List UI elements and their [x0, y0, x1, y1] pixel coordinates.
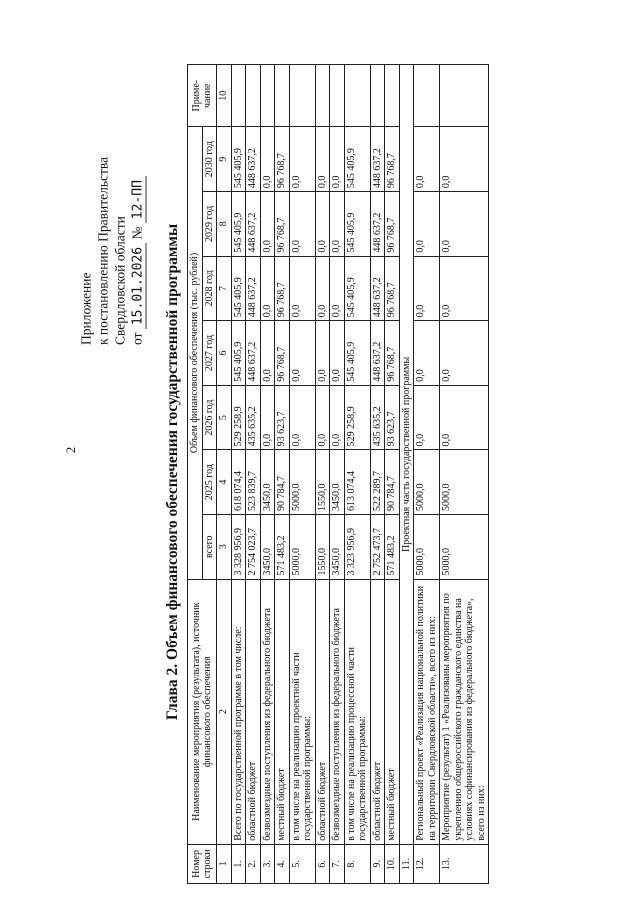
value-year: 523 839,7	[246, 450, 261, 515]
value-total: 3 328 956,9	[231, 514, 246, 579]
row-number: 11.	[399, 844, 414, 883]
row-name: Региональный проект «Реализация национальной политики на территории Свердловской области», всего из них:	[414, 579, 440, 844]
note-cell	[275, 65, 290, 127]
value-year: 522 289,7	[370, 450, 385, 515]
value-total: 1550,0	[315, 514, 330, 579]
value-total: 2 752 473,7	[370, 514, 385, 579]
column-number: 7	[217, 256, 232, 321]
value-year: 96 768,7	[385, 192, 400, 257]
value-year: 0,0	[440, 127, 489, 192]
row-name: областной бюджет	[315, 579, 330, 844]
row-number: 2.	[246, 844, 261, 883]
header-row-number: Номер строки	[188, 844, 217, 883]
value-year: 3450,0	[260, 450, 275, 515]
column-number: 4	[217, 450, 232, 515]
header-year: 2026 год	[202, 385, 217, 450]
value-year: 448 637,2	[370, 127, 385, 192]
value-total: 2 754 023,7	[246, 514, 261, 579]
column-number: 10	[217, 65, 232, 127]
value-total: 5000,0	[440, 514, 489, 579]
appendix-header	[78, 115, 147, 345]
value-year: 0,0	[260, 192, 275, 257]
value-year: 545 405,9	[344, 127, 370, 192]
value-year: 545 405,9	[344, 321, 370, 386]
table-row	[440, 65, 489, 884]
row-name: в том числе на реализацию проектной части государственной программы:	[289, 579, 315, 844]
resolution-date: 15.01.2026	[131, 243, 147, 329]
value-year: 0,0	[289, 192, 315, 257]
value-year: 529 258,9	[231, 385, 246, 450]
value-year: 5000,0	[414, 450, 440, 515]
table-row	[260, 65, 275, 884]
header-year: 2025 год	[202, 450, 217, 515]
header-year: 2030 год	[202, 127, 217, 192]
table-row	[275, 65, 290, 884]
value-year: 448 637,2	[246, 256, 261, 321]
column-number: 5	[217, 385, 232, 450]
region-name: Свердловской области	[112, 216, 128, 345]
value-total: 3 323 956,9	[344, 514, 370, 579]
value-year: 448 637,2	[246, 192, 261, 257]
row-number: 1.	[231, 844, 246, 883]
value-year: 0,0	[289, 256, 315, 321]
value-year: 448 637,2	[370, 321, 385, 386]
table-row	[385, 65, 400, 884]
note-cell	[315, 65, 330, 127]
value-year: 96 768,7	[385, 127, 400, 192]
value-total: 5000,0	[414, 514, 440, 579]
column-number: 2	[217, 579, 232, 844]
value-year: 93 623,7	[385, 385, 400, 450]
value-year: 0,0	[315, 321, 330, 386]
row-name: безвозмездные поступления из федерального бюджета	[260, 579, 275, 844]
row-number: 9.	[370, 844, 385, 883]
value-year: 0,0	[289, 385, 315, 450]
row-name: безвозмездные поступления из федерального бюджета	[330, 579, 345, 844]
value-year: 0,0	[289, 321, 315, 386]
value-year: 0,0	[330, 256, 345, 321]
value-year: 0,0	[440, 256, 489, 321]
value-year: 96 768,7	[385, 256, 400, 321]
value-total: 571 483,2	[275, 514, 290, 579]
value-year: 0,0	[260, 385, 275, 450]
value-year: 545 405,9	[344, 256, 370, 321]
table-body	[231, 65, 489, 884]
number-label: №	[129, 226, 145, 240]
table-container	[187, 64, 640, 879]
row-number: 7.	[330, 844, 345, 883]
value-year: 0,0	[414, 127, 440, 192]
row-number: 12.	[414, 844, 440, 883]
note-cell	[231, 65, 246, 127]
row-number: 8.	[344, 844, 370, 883]
from-label: от	[129, 332, 145, 345]
value-year: 5000,0	[289, 450, 315, 515]
resolution-number: 12-ПП	[131, 176, 147, 223]
value-year: 448 637,2	[370, 256, 385, 321]
value-year: 0,0	[414, 385, 440, 450]
financing-table	[187, 64, 489, 884]
value-total: 5000,0	[289, 514, 315, 579]
row-name: областной бюджет	[370, 579, 385, 844]
note-cell	[385, 65, 400, 127]
value-total: 3450,0	[330, 514, 345, 579]
chapter-title: Глава 2. Объем финансового обеспечения государственной программы	[164, 223, 181, 721]
header-volume: Объем финансового обеспечения (тыс. рублей)	[188, 127, 203, 579]
note-cell	[370, 65, 385, 127]
value-year: 96 768,7	[275, 256, 290, 321]
value-year: 96 768,7	[385, 321, 400, 386]
row-number: 10.	[385, 844, 400, 883]
header-name: Наименование мероприятия (результата), источник финансового обеспечения	[188, 579, 217, 844]
value-year: 1550,0	[315, 450, 330, 515]
table-row	[231, 65, 246, 884]
column-number: 9	[217, 127, 232, 192]
value-year: 448 637,2	[246, 321, 261, 386]
appendix-label: Приложение	[78, 272, 94, 345]
header-year: 2027 год	[202, 321, 217, 386]
value-year: 618 074,4	[231, 450, 246, 515]
table-row	[330, 65, 345, 884]
date-number-line	[129, 115, 147, 345]
value-year: 0,0	[414, 256, 440, 321]
column-number: 3	[217, 514, 232, 579]
note-cell	[344, 65, 370, 127]
value-year: 90 784,7	[275, 450, 290, 515]
value-year: 529 258,9	[344, 385, 370, 450]
value-year: 448 637,2	[246, 127, 261, 192]
row-name: местный бюджет	[385, 579, 400, 844]
note-cell	[289, 65, 315, 127]
value-year: 96 768,7	[275, 321, 290, 386]
row-number: 5.	[289, 844, 315, 883]
row-name: Мероприятие (результат) 1 «Реализованы мероприятия по укреплению общероссийского гражданского единства на условиях софинансирования из федерального бюджета», всего из них:	[440, 579, 489, 844]
value-year: 545 405,9	[231, 256, 246, 321]
table-row	[315, 65, 330, 884]
note-cell	[440, 65, 489, 127]
column-number: 6	[217, 321, 232, 386]
section-title: Проектная часть государственной программы	[399, 65, 414, 845]
row-number: 4.	[275, 844, 290, 883]
value-year: 435 635,2	[246, 385, 261, 450]
value-year: 0,0	[330, 321, 345, 386]
value-year: 545 405,9	[231, 321, 246, 386]
value-year: 0,0	[440, 321, 489, 386]
value-year: 0,0	[260, 256, 275, 321]
value-year: 96 768,7	[275, 192, 290, 257]
column-number: 8	[217, 192, 232, 257]
header-year: 2028 год	[202, 256, 217, 321]
value-year: 0,0	[330, 192, 345, 257]
value-year: 0,0	[414, 321, 440, 386]
value-year: 0,0	[315, 385, 330, 450]
header-total: всего	[202, 514, 217, 579]
row-name: местный бюджет	[275, 579, 290, 844]
value-year: 0,0	[330, 385, 345, 450]
value-year: 545 405,9	[344, 192, 370, 257]
note-cell	[330, 65, 345, 127]
value-year: 545 405,9	[231, 127, 246, 192]
column-number: 1	[217, 844, 232, 883]
value-total: 571 483,2	[385, 514, 400, 579]
table-row	[344, 65, 370, 884]
value-year: 93 623,7	[275, 385, 290, 450]
value-year: 435 635,2	[370, 385, 385, 450]
row-number: 3.	[260, 844, 275, 883]
value-total: 3450,0	[260, 514, 275, 579]
row-name: Всего по государственной программе в том числе:	[231, 579, 246, 844]
row-number: 6.	[315, 844, 330, 883]
header-note: Приме-чание	[188, 65, 217, 127]
row-name: в том числе на реализацию процессной части государственной программы:	[344, 579, 370, 844]
value-year: 613 074,4	[344, 450, 370, 515]
note-cell	[414, 65, 440, 127]
value-year: 545 405,9	[231, 192, 246, 257]
value-year: 0,0	[440, 385, 489, 450]
value-year: 0,0	[260, 127, 275, 192]
note-cell	[246, 65, 261, 127]
table-row	[370, 65, 385, 884]
value-year: 0,0	[330, 127, 345, 192]
value-year: 0,0	[315, 256, 330, 321]
value-year: 0,0	[260, 321, 275, 386]
value-year: 5000,0	[440, 450, 489, 515]
table-row	[246, 65, 261, 884]
note-cell	[260, 65, 275, 127]
table-row	[414, 65, 440, 884]
value-year: 96 768,7	[275, 127, 290, 192]
value-year: 90 784,7	[385, 450, 400, 515]
table-row	[289, 65, 315, 884]
value-year: 448 637,2	[370, 192, 385, 257]
section-row	[399, 65, 414, 884]
value-year: 0,0	[440, 192, 489, 257]
value-year: 0,0	[414, 192, 440, 257]
page-number: 2	[63, 446, 78, 454]
row-number: 13.	[440, 844, 489, 883]
column-numbering-row	[217, 65, 232, 884]
value-year: 0,0	[315, 127, 330, 192]
value-year: 0,0	[289, 127, 315, 192]
row-name: областной бюджет	[246, 579, 261, 844]
value-year: 0,0	[315, 192, 330, 257]
value-year: 3450,0	[330, 450, 345, 515]
header-year: 2029 год	[202, 192, 217, 257]
resolution-ref: к постановлению Правительства	[95, 156, 111, 345]
